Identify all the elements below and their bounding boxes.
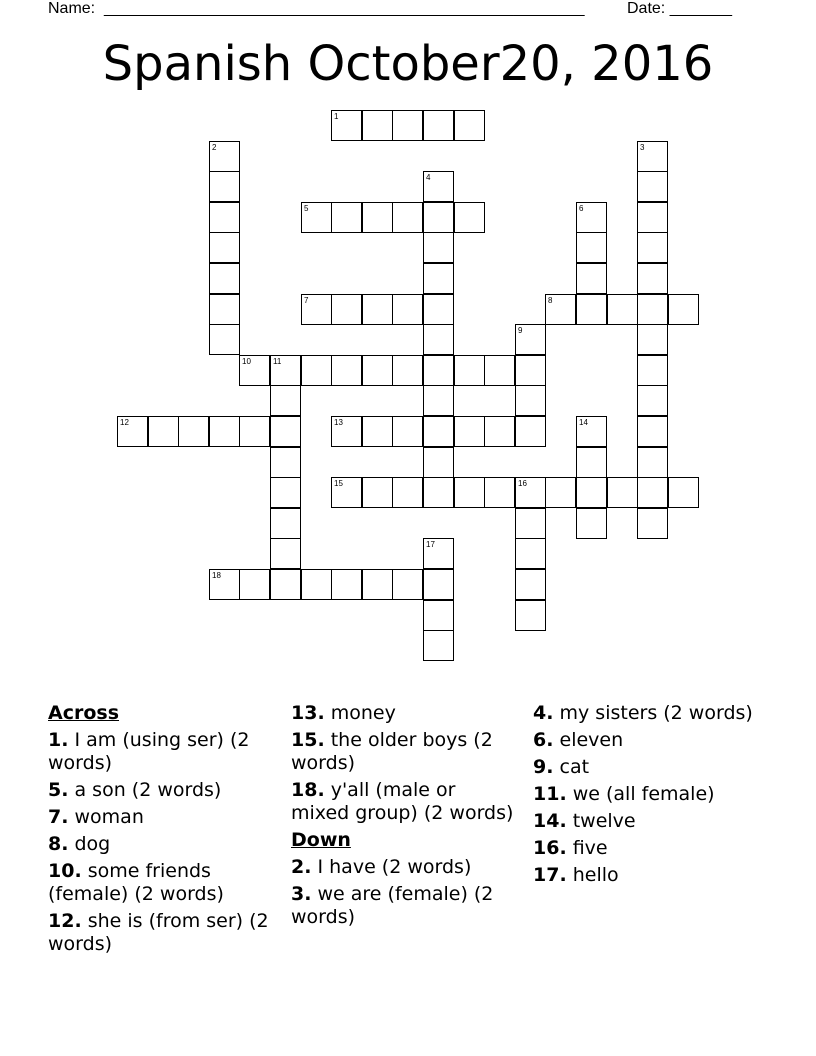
grid-cell[interactable] [576, 477, 607, 508]
grid-cell[interactable] [515, 385, 546, 416]
grid-cell[interactable] [515, 416, 546, 447]
clue-text: the older boys (2 words) [291, 729, 493, 774]
grid-cell[interactable] [270, 416, 301, 447]
grid-cell[interactable] [637, 232, 668, 263]
grid-cell[interactable] [423, 232, 454, 263]
clue-text: woman [74, 806, 144, 828]
cell-number: 12 [120, 418, 129, 427]
grid-cell[interactable] [270, 538, 301, 569]
clue-across-18 [291, 779, 516, 825]
grid-cell[interactable] [301, 202, 332, 233]
grid-cell[interactable] [668, 294, 699, 325]
grid-cell[interactable] [423, 263, 454, 294]
grid-cell[interactable] [117, 416, 148, 447]
grid-cell[interactable] [576, 232, 607, 263]
grid-cell[interactable] [148, 416, 179, 447]
clue-down-14 [533, 810, 758, 833]
grid-cell[interactable] [484, 355, 515, 386]
clue-text: eleven [559, 729, 624, 751]
grid-cell[interactable] [637, 294, 668, 325]
clue-text: dog [74, 833, 111, 855]
grid-cell[interactable] [637, 477, 668, 508]
clue-text: five [572, 837, 608, 859]
clue-down-2 [291, 856, 516, 879]
clue-number: 1. [48, 729, 69, 751]
name-blank-line: ______________________________________________________ [104, 0, 585, 17]
grid-cell[interactable] [392, 202, 423, 233]
cell-number: 2 [212, 143, 217, 152]
clue-text: y'all (male or mixed group) (2 words) [291, 779, 514, 824]
grid-cell[interactable] [423, 630, 454, 661]
grid-cell[interactable] [576, 263, 607, 294]
grid-cell[interactable] [331, 416, 362, 447]
clue-across-15 [291, 729, 516, 775]
cell-number: 5 [304, 204, 309, 213]
grid-cell[interactable] [423, 416, 454, 447]
grid-cell[interactable] [178, 416, 209, 447]
grid-cell[interactable] [454, 416, 485, 447]
grid-cell[interactable] [270, 355, 301, 386]
clue-across-8 [48, 833, 273, 856]
grid-cell[interactable] [423, 538, 454, 569]
grid-cell[interactable] [209, 294, 240, 325]
grid-cell[interactable] [668, 477, 699, 508]
grid-cell[interactable] [331, 202, 362, 233]
grid-cell[interactable] [239, 569, 270, 600]
grid-cell[interactable] [270, 569, 301, 600]
grid-cell[interactable] [515, 538, 546, 569]
grid-cell[interactable] [270, 385, 301, 416]
grid-cell[interactable] [362, 569, 393, 600]
clue-text: she is (from ser) (2 words) [48, 910, 269, 955]
grid-cell[interactable] [454, 477, 485, 508]
clue-down-9 [533, 756, 758, 779]
grid-cell[interactable] [637, 355, 668, 386]
grid-cell[interactable] [209, 171, 240, 202]
grid-cell[interactable] [209, 141, 240, 172]
grid-cell[interactable] [423, 171, 454, 202]
clue-across-5 [48, 779, 273, 802]
cell-number: 9 [518, 326, 523, 335]
cell-number: 7 [304, 296, 309, 305]
grid-cell[interactable] [423, 355, 454, 386]
grid-cell[interactable] [392, 569, 423, 600]
clue-across-7 [48, 806, 273, 829]
grid-cell[interactable] [362, 355, 393, 386]
cell-number: 17 [426, 540, 435, 549]
clues-column-3 [533, 702, 758, 891]
cell-number: 16 [518, 479, 527, 488]
clue-text: hello [572, 864, 619, 886]
clue-number: 4. [533, 702, 554, 724]
clue-number: 13. [291, 702, 325, 724]
grid-cell[interactable] [423, 600, 454, 631]
clue-text: cat [559, 756, 590, 778]
clue-text: some friends (female) (2 words) [48, 860, 224, 905]
clue-number: 7. [48, 806, 69, 828]
clue-number: 6. [533, 729, 554, 751]
clue-number: 14. [533, 810, 567, 832]
clue-down-4 [533, 702, 758, 725]
grid-cell[interactable] [576, 508, 607, 539]
clue-text: I am (using ser) (2 words) [48, 729, 250, 774]
cell-number: 8 [548, 296, 553, 305]
grid-cell[interactable] [331, 355, 362, 386]
grid-cell[interactable] [423, 477, 454, 508]
grid-cell[interactable] [392, 416, 423, 447]
grid-cell[interactable] [423, 202, 454, 233]
grid-cell[interactable] [331, 569, 362, 600]
grid-cell[interactable] [515, 600, 546, 631]
cell-number: 10 [242, 357, 251, 366]
grid-cell[interactable] [423, 447, 454, 478]
grid-cell[interactable] [239, 355, 270, 386]
grid-cell[interactable] [454, 202, 485, 233]
grid-cell[interactable] [209, 324, 240, 355]
grid-cell[interactable] [423, 294, 454, 325]
clue-text: we are (female) (2 words) [291, 883, 494, 928]
grid-cell[interactable] [239, 416, 270, 447]
grid-cell[interactable] [362, 202, 393, 233]
grid-cell[interactable] [637, 447, 668, 478]
grid-cell[interactable] [515, 355, 546, 386]
clue-number: 8. [48, 833, 69, 855]
grid-cell[interactable] [270, 477, 301, 508]
grid-cell[interactable] [607, 477, 638, 508]
clue-across-12 [48, 910, 273, 956]
across-heading: Across [48, 702, 120, 724]
grid-cell[interactable] [392, 294, 423, 325]
clue-number: 16. [533, 837, 567, 859]
cell-number: 1 [334, 112, 339, 121]
clue-text: we (all female) [572, 783, 715, 805]
cell-number: 18 [212, 571, 221, 580]
grid-cell[interactable] [637, 202, 668, 233]
clue-down-3 [291, 883, 516, 929]
cell-number: 13 [334, 418, 343, 427]
grid-cell[interactable] [301, 569, 332, 600]
grid-cell[interactable] [209, 416, 240, 447]
clue-across-13 [291, 702, 516, 725]
grid-cell[interactable] [209, 569, 240, 600]
clue-number: 15. [291, 729, 325, 751]
cell-number: 15 [334, 479, 343, 488]
down-heading: Down [291, 829, 351, 851]
clue-number: 11. [533, 783, 567, 805]
clue-number: 18. [291, 779, 325, 801]
clue-number: 9. [533, 756, 554, 778]
grid-cell[interactable] [331, 294, 362, 325]
grid-cell[interactable] [637, 141, 668, 172]
cell-number: 4 [426, 173, 431, 182]
grid-cell[interactable] [454, 355, 485, 386]
clue-down-17 [533, 864, 758, 887]
grid-cell[interactable] [545, 477, 576, 508]
grid-cell[interactable] [392, 355, 423, 386]
grid-cell[interactable] [576, 416, 607, 447]
cell-number: 14 [579, 418, 588, 427]
clue-number: 10. [48, 860, 82, 882]
clue-down-6 [533, 729, 758, 752]
grid-cell[interactable] [362, 416, 393, 447]
grid-cell[interactable] [301, 294, 332, 325]
grid-cell[interactable] [209, 202, 240, 233]
grid-cell[interactable] [423, 385, 454, 416]
cell-number: 11 [273, 357, 282, 366]
cell-number: 6 [579, 204, 584, 213]
grid-cell[interactable] [270, 508, 301, 539]
grid-cell[interactable] [637, 416, 668, 447]
grid-cell[interactable] [484, 477, 515, 508]
grid-cell[interactable] [423, 324, 454, 355]
grid-cell[interactable] [423, 110, 454, 141]
grid-cell[interactable] [515, 324, 546, 355]
clue-text: money [330, 702, 396, 724]
cell-number: 3 [640, 143, 645, 152]
grid-cell[interactable] [331, 477, 362, 508]
clues-column-2 [291, 702, 516, 933]
grid-cell[interactable] [454, 110, 485, 141]
clue-across-1 [48, 729, 273, 775]
grid-cell[interactable] [545, 294, 576, 325]
grid-cell[interactable] [637, 263, 668, 294]
grid-cell[interactable] [362, 294, 393, 325]
grid-cell[interactable] [423, 569, 454, 600]
grid-cell[interactable] [637, 324, 668, 355]
clue-text: my sisters (2 words) [559, 702, 753, 724]
clue-text: twelve [572, 810, 636, 832]
grid-cell[interactable] [392, 110, 423, 141]
grid-cell[interactable] [607, 294, 638, 325]
clue-number: 12. [48, 910, 82, 932]
grid-cell[interactable] [576, 294, 607, 325]
name-label: Name: [48, 0, 96, 17]
clue-down-16 [533, 837, 758, 860]
clue-text: a son (2 words) [74, 779, 222, 801]
grid-cell[interactable] [515, 569, 546, 600]
grid-cell[interactable] [515, 508, 546, 539]
grid-cell[interactable] [576, 202, 607, 233]
clue-down-11 [533, 783, 758, 806]
grid-cell[interactable] [637, 508, 668, 539]
grid-cell[interactable] [301, 355, 332, 386]
grid-cell[interactable] [484, 416, 515, 447]
grid-cell[interactable] [515, 477, 546, 508]
grid-cell[interactable] [362, 110, 393, 141]
clue-text: I have (2 words) [317, 856, 472, 878]
clue-number: 2. [291, 856, 312, 878]
clue-number: 3. [291, 883, 312, 905]
grid-cell[interactable] [637, 171, 668, 202]
grid-cell[interactable] [209, 263, 240, 294]
page-title: Spanish October20, 2016 [102, 36, 714, 92]
grid-cell[interactable] [637, 385, 668, 416]
date-label: Date: _______ [627, 0, 732, 17]
grid-cell[interactable] [392, 477, 423, 508]
grid-cell[interactable] [576, 447, 607, 478]
clue-number: 5. [48, 779, 69, 801]
clues-column-1 [48, 702, 273, 960]
grid-cell[interactable] [209, 232, 240, 263]
clue-number: 17. [533, 864, 567, 886]
grid-cell[interactable] [331, 110, 362, 141]
grid-cell[interactable] [362, 477, 393, 508]
clue-across-10 [48, 860, 273, 906]
grid-cell[interactable] [270, 447, 301, 478]
